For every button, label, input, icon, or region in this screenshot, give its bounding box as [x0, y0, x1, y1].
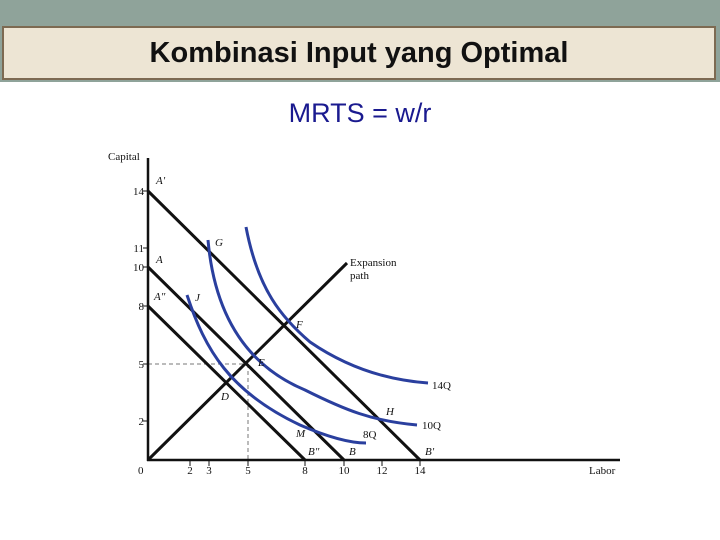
x-tick-label: 2 [187, 465, 193, 477]
point-label-g: G [215, 237, 223, 249]
y-tick-label: 11 [133, 243, 144, 255]
point-label-e: E [258, 357, 265, 369]
point-label-a: A [156, 254, 163, 266]
point-label-h: H [386, 406, 394, 418]
x-tick-label: 10 [338, 465, 350, 477]
point-label-a-prime: A′ [156, 175, 166, 187]
y-tick-label: 5 [138, 359, 144, 371]
x-axis-label: Labor [589, 465, 616, 477]
x-tick-label: 3 [206, 465, 212, 477]
point-label-m: M [296, 428, 306, 440]
x-tick-label: 8 [302, 465, 308, 477]
point-label-b: B [349, 446, 356, 458]
x-tick-label: 12 [376, 465, 388, 477]
point-label-a-double-prime: A″ [154, 291, 166, 303]
y-tick-label: 10 [133, 262, 144, 274]
slide-subtitle: MRTS = w/r [288, 98, 432, 128]
point-label-b-prime: B′ [425, 446, 435, 458]
y-tick-label: 2 [138, 416, 144, 428]
expansion-path-label-line2: path [350, 270, 369, 282]
isoquant-label-8q: 8Q [363, 429, 377, 441]
point-label-d: D [221, 391, 229, 403]
x-tick-label: 14 [414, 465, 426, 477]
y-tick-label: 8 [138, 301, 144, 313]
y-axis-label: Capital [108, 151, 140, 163]
origin-label: 0 [138, 465, 144, 477]
expansion-path-label-line1: Expansion [350, 257, 397, 269]
point-label-j: J [195, 292, 200, 304]
x-tick-label: 5 [245, 465, 251, 477]
slide-title: Kombinasi Input yang Optimal [149, 36, 569, 69]
isoquant-label-14q: 14Q [432, 380, 451, 392]
isoquant-14q [246, 227, 428, 383]
isoquant-label-10q: 10Q [422, 420, 441, 432]
point-label-f: F [296, 319, 303, 331]
y-tick-label: 14 [133, 186, 144, 198]
point-label-b-double-prime: B″ [308, 446, 320, 458]
